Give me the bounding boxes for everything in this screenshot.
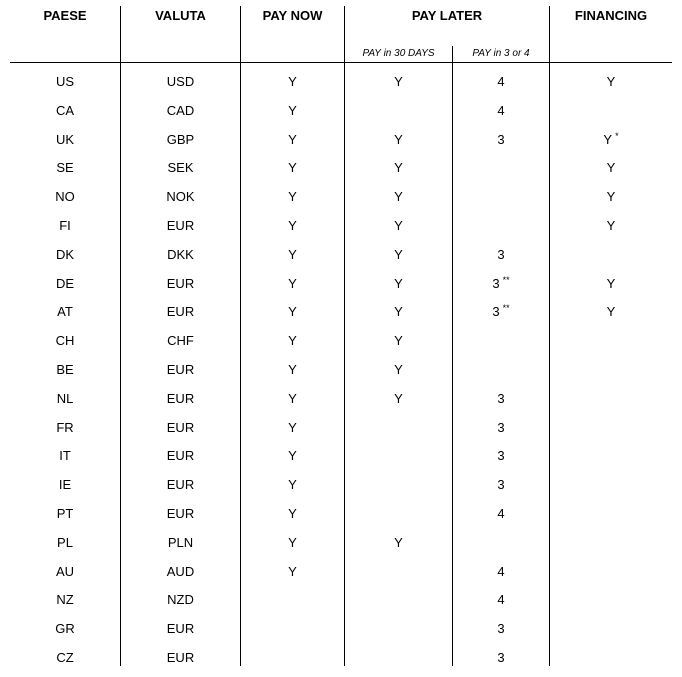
cell-value: NOK (166, 189, 195, 205)
subheader-pay-in-30-days: PAY in 30 DAYS (362, 48, 435, 59)
cell-value: Y (288, 131, 297, 147)
cell-value: SEK (167, 160, 194, 176)
cell-currency (121, 159, 240, 177)
cell-split (453, 447, 549, 465)
cell-value: PL (57, 534, 73, 550)
cell-value: Y (288, 189, 297, 205)
cell-currency (121, 390, 240, 408)
cell-country (0, 591, 130, 609)
cell-value: Y (394, 362, 403, 377)
header-country: PAESE (43, 8, 87, 23)
cell-financing (550, 246, 672, 264)
cell-currency (121, 73, 240, 91)
cell-split (453, 246, 549, 264)
cell-value: CHF (167, 333, 194, 349)
cell-pay-now (241, 73, 344, 91)
cell-currency (121, 563, 240, 581)
cell-split (453, 188, 549, 206)
cell-value: 4 (497, 563, 505, 579)
cell-value: 3 (497, 650, 505, 665)
cell-value: GR (55, 621, 75, 637)
cell-pay-now (241, 591, 344, 609)
cell-value: GBP (166, 131, 195, 147)
cell-country (0, 102, 130, 120)
cell-pay-now (241, 188, 344, 206)
cell-currency (121, 188, 240, 206)
cell-value: Y (288, 477, 297, 493)
cell-financing (550, 159, 672, 177)
cell-financing (550, 447, 672, 465)
cell-pay-now (241, 246, 344, 264)
cell-pay30 (345, 73, 452, 91)
cell-value: BE (56, 362, 74, 377)
cell-value: 3 (497, 621, 505, 637)
cell-pay-now (241, 390, 344, 408)
cell-value: Y (606, 189, 616, 205)
cell-value: 3 (492, 304, 500, 320)
cell-financing (550, 591, 672, 609)
cell-country (0, 419, 130, 437)
cell-split (453, 73, 549, 91)
cell-value: 3 (497, 477, 505, 493)
cell-pay-now (241, 649, 344, 667)
cell-financing (550, 361, 672, 379)
cell-pay30 (345, 591, 452, 609)
cell-value: Y (288, 419, 297, 435)
cell-value: Y (288, 563, 297, 579)
cell-value: DKK (167, 246, 194, 262)
cell-pay30 (345, 188, 452, 206)
cell-financing (550, 303, 672, 321)
cell-currency (121, 332, 240, 350)
cell-pay30 (345, 102, 452, 120)
cell-country (0, 534, 130, 552)
cell-value: Y (288, 275, 297, 291)
cell-pay30 (345, 131, 452, 149)
cell-financing (550, 534, 672, 552)
cell-split (453, 563, 549, 581)
cell-value: EUR (166, 477, 195, 493)
subheader-pay-in-3-or-4: PAY in 3 or 4 (472, 48, 530, 59)
cell-split (453, 275, 549, 293)
cell-country (0, 332, 130, 350)
cell-value: Y (606, 74, 616, 89)
cell-split (453, 332, 549, 350)
cell-value: DE (55, 275, 75, 291)
cell-financing (550, 505, 672, 523)
cell-value: Y (606, 304, 616, 320)
cell-split (453, 591, 549, 609)
cell-value: EUR (166, 448, 195, 464)
cell-financing (550, 188, 672, 206)
footnote-marker: ** (502, 303, 510, 314)
cell-value: 3 (497, 131, 505, 147)
cell-pay-now (241, 159, 344, 177)
cell-financing (550, 217, 672, 235)
cell-value: FI (59, 218, 71, 233)
cell-currency (121, 534, 240, 552)
footnote-marker: * (615, 130, 619, 141)
cell-value: Y (288, 74, 297, 89)
cell-pay30 (345, 505, 452, 523)
cell-split (453, 419, 549, 437)
cell-value: Y (603, 131, 613, 147)
cell-value: 3 (497, 448, 505, 464)
cell-split (453, 131, 549, 149)
cell-value: CZ (56, 650, 74, 665)
cell-value: EUR (166, 650, 195, 665)
cell-split (453, 102, 549, 120)
cell-country (0, 620, 130, 638)
cell-financing (550, 131, 672, 149)
cell-value: CAD (166, 102, 195, 118)
cell-pay30 (345, 563, 452, 581)
cell-value: EUR (166, 304, 195, 320)
cell-financing (550, 332, 672, 350)
cell-value: EUR (166, 218, 195, 233)
cell-pay30 (345, 534, 452, 552)
cell-country (0, 246, 130, 264)
cell-financing (550, 390, 672, 408)
cell-value: CH (55, 333, 75, 349)
cell-value: Y (394, 275, 403, 291)
cell-financing (550, 563, 672, 581)
cell-currency (121, 591, 240, 609)
cell-pay-now (241, 447, 344, 465)
cell-pay-now (241, 476, 344, 494)
cell-value: NO (55, 189, 75, 205)
cell-split (453, 159, 549, 177)
cell-value: EUR (166, 275, 195, 291)
cell-value: Y (288, 390, 297, 406)
cell-value: Y (394, 534, 403, 550)
cell-split (453, 217, 549, 235)
cell-value: EUR (166, 506, 195, 521)
cell-currency (121, 131, 240, 149)
cell-value: 3 (492, 275, 500, 291)
cell-value: Y (288, 304, 297, 320)
cell-value: US (55, 74, 75, 89)
cell-value: Y (606, 275, 616, 291)
cell-split (453, 649, 549, 667)
cell-value: CA (55, 102, 75, 118)
cell-pay-now (241, 505, 344, 523)
cell-value: Y (288, 534, 297, 550)
cell-country (0, 159, 130, 177)
cell-currency (121, 476, 240, 494)
cell-value: 3 (497, 246, 505, 262)
cell-value: SE (56, 160, 74, 176)
cell-country (0, 217, 130, 235)
cell-pay30 (345, 159, 452, 177)
cell-value: DK (55, 246, 75, 262)
cell-value: 4 (497, 74, 505, 89)
cell-value: Y (606, 160, 616, 176)
cell-financing (550, 476, 672, 494)
cell-split (453, 390, 549, 408)
cell-pay30 (345, 620, 452, 638)
cell-value: Y (394, 189, 403, 205)
cell-pay30 (345, 447, 452, 465)
cell-value: Y (288, 218, 297, 233)
cell-value: EUR (166, 362, 195, 377)
cell-value: 4 (497, 506, 505, 521)
cell-pay30 (345, 303, 452, 321)
cell-country (0, 390, 130, 408)
cell-currency (121, 505, 240, 523)
cell-value: Y (394, 160, 403, 176)
cell-value: Y (288, 448, 297, 464)
cell-split (453, 505, 549, 523)
cell-value: Y (394, 246, 403, 262)
cell-financing (550, 620, 672, 638)
cell-value: Y (288, 506, 297, 521)
cell-financing (550, 102, 672, 120)
cell-value: Y (394, 333, 403, 349)
cell-value: 4 (497, 102, 505, 118)
cell-pay-now (241, 303, 344, 321)
cell-pay30 (345, 246, 452, 264)
cell-value: Y (394, 218, 403, 233)
cell-pay-now (241, 419, 344, 437)
cell-country (0, 447, 130, 465)
cell-pay30 (345, 476, 452, 494)
cell-currency (121, 275, 240, 293)
cell-currency (121, 447, 240, 465)
cell-pay-now (241, 620, 344, 638)
cell-value: PLN (167, 534, 194, 550)
header-pay-later: PAY LATER (411, 8, 483, 23)
cell-value: Y (394, 131, 403, 147)
cell-value: AUD (166, 563, 195, 579)
cell-value: Y (394, 304, 403, 320)
cell-pay30 (345, 390, 452, 408)
header-pay-now: PAY NOW (262, 8, 323, 23)
cell-pay-now (241, 131, 344, 149)
cell-country (0, 275, 130, 293)
cell-pay30 (345, 419, 452, 437)
cell-split (453, 361, 549, 379)
header-financing: FINANCING (574, 8, 648, 23)
cell-pay-now (241, 563, 344, 581)
cell-pay30 (345, 217, 452, 235)
cell-country (0, 563, 130, 581)
cell-currency (121, 649, 240, 667)
cell-country (0, 361, 130, 379)
cell-value: AT (57, 304, 73, 320)
header-divider (10, 62, 672, 63)
cell-currency (121, 419, 240, 437)
cell-pay-now (241, 361, 344, 379)
cell-country (0, 131, 130, 149)
cell-pay-now (241, 332, 344, 350)
cell-pay30 (345, 332, 452, 350)
cell-split (453, 303, 549, 321)
cell-value: 4 (497, 592, 505, 608)
cell-pay30 (345, 275, 452, 293)
cell-pay-now (241, 102, 344, 120)
cell-country (0, 303, 130, 321)
cell-country (0, 649, 130, 667)
cell-financing (550, 73, 672, 91)
cell-value: Y (288, 160, 297, 176)
cell-value: FR (56, 419, 74, 435)
cell-pay-now (241, 275, 344, 293)
cell-currency (121, 217, 240, 235)
cell-value: 3 (497, 419, 505, 435)
cell-currency (121, 620, 240, 638)
cell-country (0, 505, 130, 523)
cell-currency (121, 102, 240, 120)
cell-split (453, 534, 549, 552)
cell-financing (550, 419, 672, 437)
cell-value: Y (288, 246, 297, 262)
cell-value: USD (166, 74, 195, 89)
cell-split (453, 476, 549, 494)
cell-value: NZ (56, 592, 74, 608)
cell-pay30 (345, 649, 452, 667)
cell-value: NZD (167, 592, 194, 608)
cell-country (0, 188, 130, 206)
cell-financing (550, 275, 672, 293)
cell-value: IE (58, 477, 72, 493)
cell-value: Y (394, 74, 403, 89)
cell-currency (121, 246, 240, 264)
cell-pay-now (241, 217, 344, 235)
cell-currency (121, 361, 240, 379)
cell-value: PT (56, 506, 74, 521)
cell-financing (550, 649, 672, 667)
cell-value: Y (288, 362, 297, 377)
cell-value: Y (394, 390, 403, 406)
cell-pay30 (345, 361, 452, 379)
cell-value: EUR (166, 419, 195, 435)
header-currency: VALUTA (155, 8, 206, 23)
cell-value: EUR (166, 621, 195, 637)
cell-value: UK (55, 131, 75, 147)
cell-value: Y (288, 102, 297, 118)
cell-value: EUR (166, 390, 195, 406)
cell-value: AU (55, 563, 75, 579)
cell-value: IT (59, 448, 71, 464)
cell-value: NL (56, 390, 74, 406)
cell-value: Y (606, 218, 616, 233)
cell-value: Y (288, 333, 297, 349)
cell-split (453, 620, 549, 638)
cell-value: 3 (497, 390, 505, 406)
cell-pay-now (241, 534, 344, 552)
footnote-marker: ** (502, 274, 510, 285)
cell-currency (121, 303, 240, 321)
cell-country (0, 476, 130, 494)
cell-country (0, 73, 130, 91)
